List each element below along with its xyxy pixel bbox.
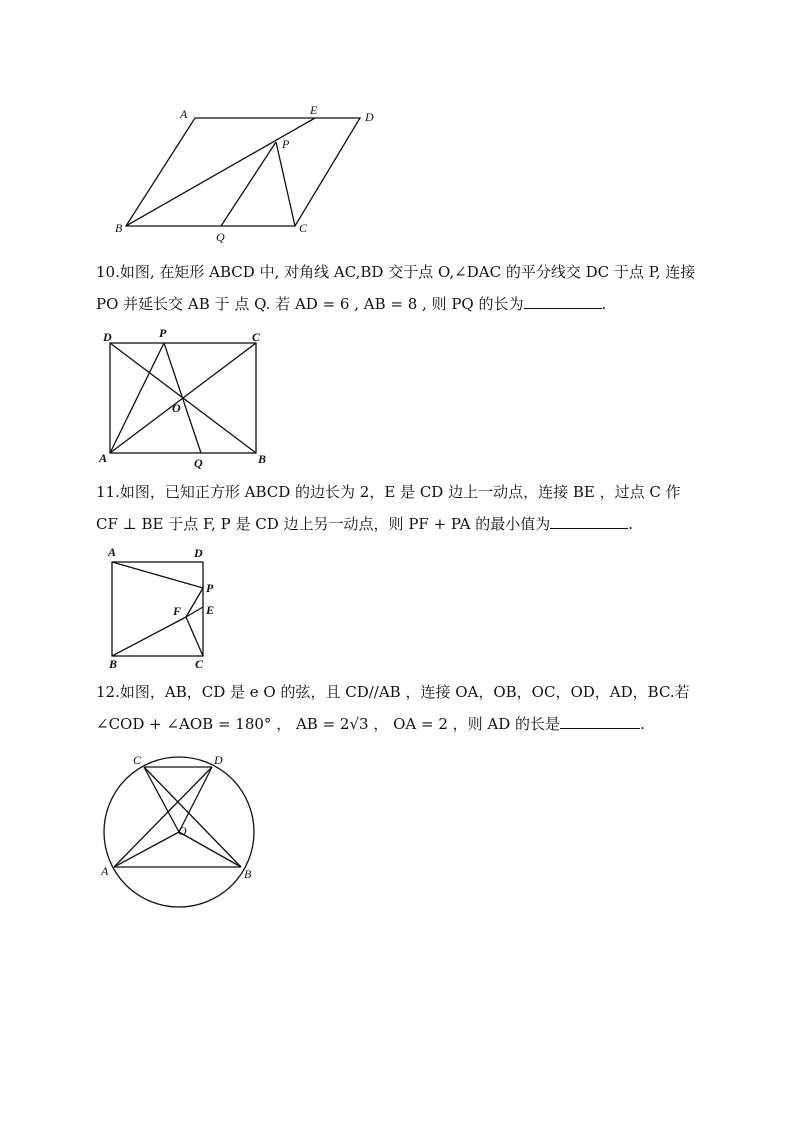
label-o: O [172,401,181,415]
segment-oa [114,832,179,867]
segment-ap [110,343,164,453]
label-p: P [159,326,167,340]
label-a: A [99,451,108,465]
label-b: B [244,867,252,881]
circle-o [104,757,254,907]
diagonal-ac [110,343,256,453]
segment-pf [186,588,203,617]
segment-bf [112,617,186,656]
question-11 [96,476,681,540]
label-f: F [173,604,182,618]
question-10-line-2-text: PO 并延长交 AB 于 点 Q. 若 AD = 6 , AB = 8 , 则 PQ 的长为 [96,295,524,313]
segment-bc [144,767,241,867]
label-q: Q [194,456,203,470]
answer-blank-12[interactable] [560,710,640,729]
segment-ad [114,767,212,867]
square-abcd [112,562,203,656]
question-10-period: . [601,295,607,313]
question-12 [96,676,690,740]
segment-pc [276,142,295,226]
segment-ap [112,562,203,588]
label-b: B [115,221,123,235]
question-12-line-2 [96,708,690,740]
label-d: D [194,546,203,560]
label-c: C [195,657,204,671]
label-c: C [133,753,142,767]
label-a: A [180,107,188,121]
label-d: D [103,330,112,344]
label-b: B [258,452,267,466]
label-p: P [282,137,290,151]
question-12-line-1: 12.如图，AB，CD 是 e O 的弦，且 CD//AB ，连接 OA，OB，OC，OD，AD，BC.若 [96,683,690,701]
segment-ob [179,832,241,867]
parallelogram-abcd [126,118,360,226]
segment-fc [186,617,203,656]
label-b: B [109,657,118,671]
segment-od [179,767,212,832]
label-a: A [108,545,117,559]
segment-pq [164,343,201,453]
rectangle-abcd [110,343,256,453]
question-10-line-1: 10.如图, 在矩形 ABCD 中, 对角线 AC,BD 交于点 O,∠DAC 的平分线交 DC 于点 P, 连接 [96,263,696,281]
question-12-line-2-text: ∠COD + ∠AOB = 180° ， AB = 2√3 ， OA = 2 ，则 AD 的长是 [96,715,561,733]
question-11-line-2-text: CF ⊥ BE 于点 F, P 是 CD 边上另一动点，则 PF + PA 的最小值为 [96,515,551,533]
label-e: E [206,603,215,617]
label-a: A [101,864,109,878]
label-o: O [178,824,187,838]
diagonal-bd [110,343,256,453]
question-12-period: . [640,715,645,733]
question-10-line-2 [96,288,695,320]
segment-be [126,118,315,226]
label-d: D [214,753,223,767]
label-c: C [252,330,261,344]
question-11-period: . [628,515,634,533]
label-e: E [310,103,318,117]
segment-oc [144,767,179,832]
question-11-line-1: 11.如图，已知正方形 ABCD 的边长为 2，E 是 CD 边上一动点，连接 BE ，过点 C 作 [96,483,681,501]
answer-blank-10[interactable] [524,290,602,309]
label-p: P [206,581,214,595]
segment-fe [186,607,203,617]
answer-blank-11[interactable] [550,510,628,529]
label-d: D [365,110,374,124]
question-11-line-2 [96,508,681,540]
segment-qp [221,142,276,226]
label-c: C [299,221,308,235]
label-q: Q [216,230,225,244]
question-10 [96,256,695,320]
